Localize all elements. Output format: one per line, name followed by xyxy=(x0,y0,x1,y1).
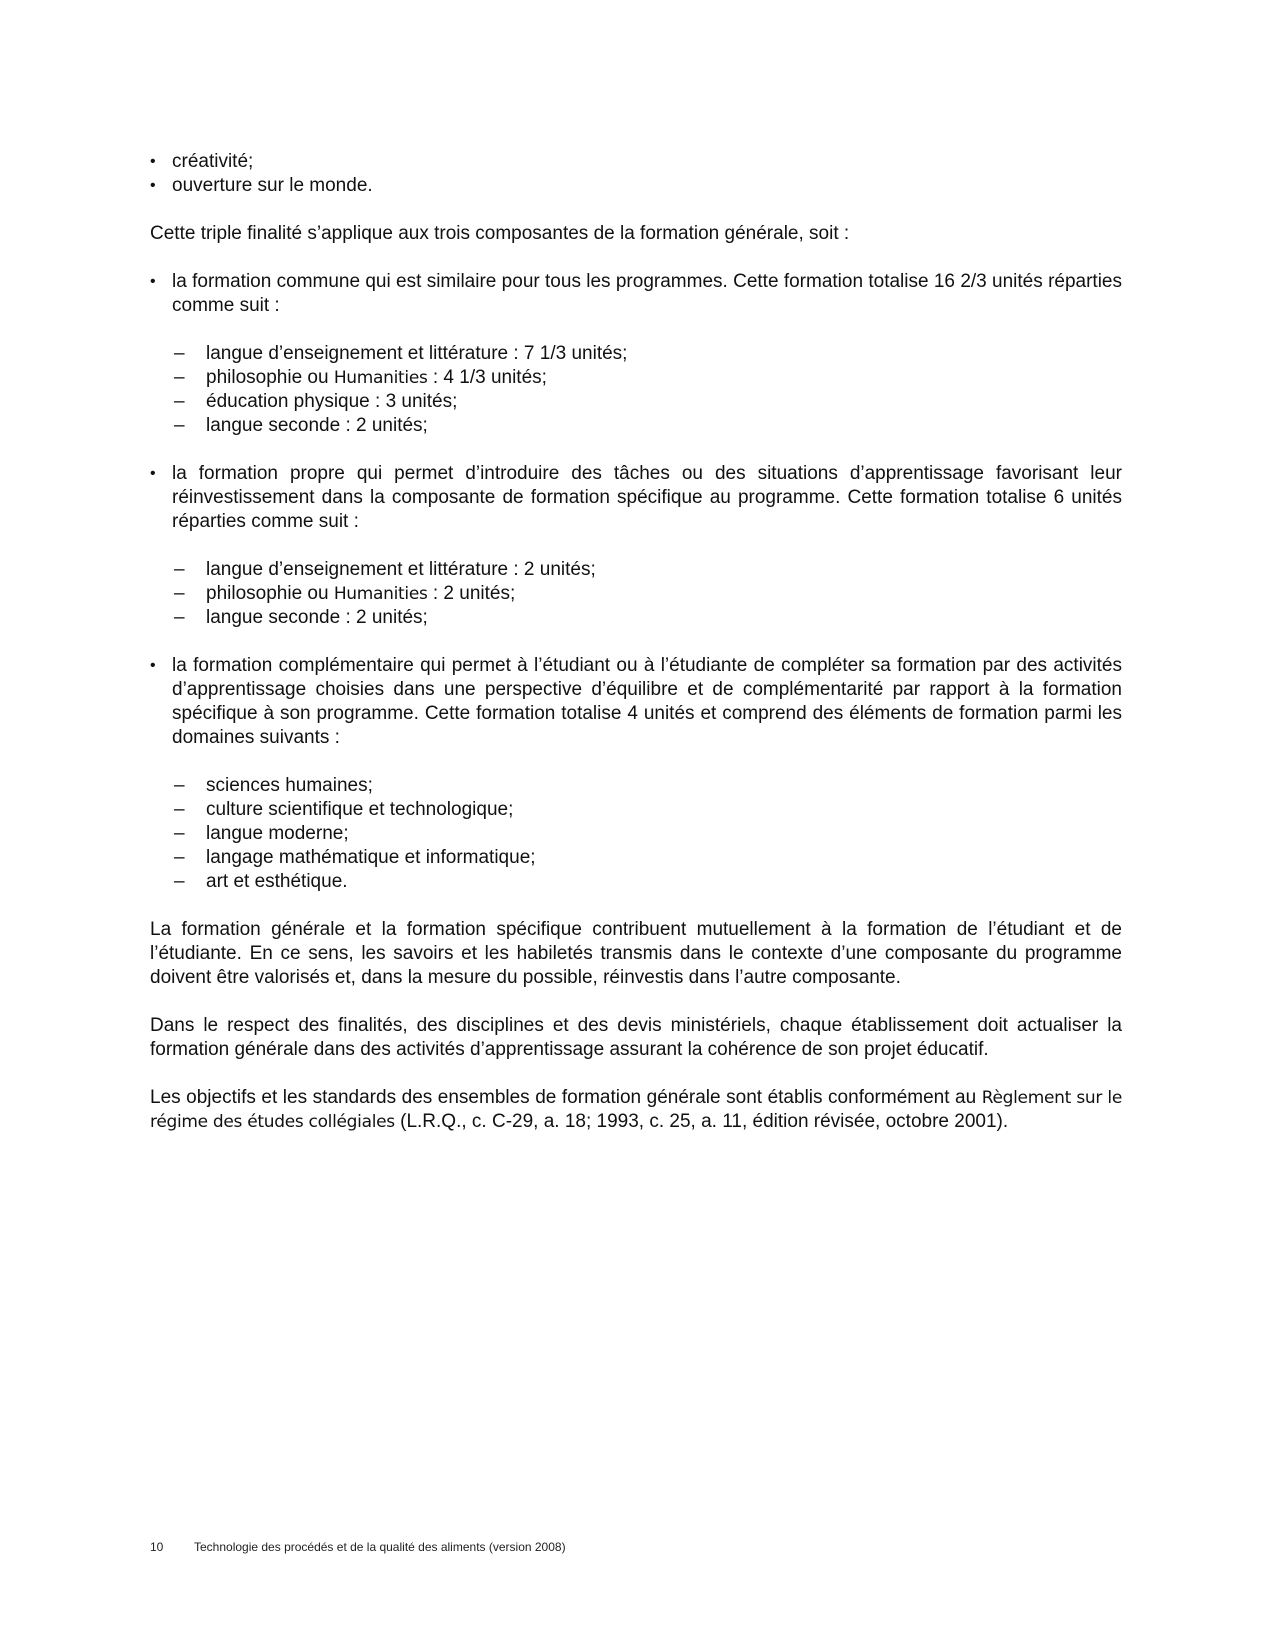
dash-item: – langue moderne; xyxy=(150,822,1122,846)
dash-item: – art et esthétique. xyxy=(150,870,1122,894)
paragraph-objectifs: Les objectifs et les standards des ensembles de formation générale sont établis conformément au Règlement sur le régime des études collégiales (L.R.Q., c. C-29, a. 18; 1993, c. 25, a. 11, édition révisée, octobre 2001). xyxy=(150,1087,1122,1132)
paragraph-contribution: La formation générale et la formation spécifique contribuent mutuellement à la formation de l’étudiant et de l’étudiante. En ce sens, les savoirs et les habiletés transmis dans le contexte d’une composante du programme doivent être valorisés et, dans la mesure du possible, réinvestis dans l’autre composante. xyxy=(150,919,1122,988)
dash-item: – éducation physique : 3 unités; xyxy=(150,390,1122,414)
bullet-item: • créativité; xyxy=(150,150,1122,174)
dash-item: – langue d’enseignement et littérature : 2 unités; xyxy=(150,558,1122,582)
bullet-formation-commune: • la formation commune qui est similaire pour tous les programmes. Cette formation totalise 16 2/3 unités réparties comme suit : xyxy=(150,270,1122,318)
page-number: 10 xyxy=(150,1540,164,1554)
dash-item: – langue seconde : 2 unités; xyxy=(150,606,1122,630)
document-page xyxy=(150,150,1122,1134)
paragraph-intro: Cette triple finalité s’applique aux trois composantes de la formation générale, soit : xyxy=(150,223,850,244)
dash-item: – philosophie ou Humanities : 4 1/3 unités; xyxy=(150,366,1122,390)
bullet-item: • ouverture sur le monde. xyxy=(150,174,1122,198)
dash-item: – culture scientifique et technologique; xyxy=(150,798,1122,822)
dash-item: – langage mathématique et informatique; xyxy=(150,846,1122,870)
dash-item: – langue d’enseignement et littérature : 7 1/3 unités; xyxy=(150,342,1122,366)
dash-item: – langue seconde : 2 unités; xyxy=(150,414,1122,438)
bullet-formation-complementaire: • la formation complémentaire qui permet à l’étudiant ou à l’étudiante de compléter sa formation par des activités d’apprentissage choisies dans une perspective d’équilibre et de complémentarité par rapport à la formation spécifique à son programme. Cette formation totalise 4 unités et comprend des éléments de formation parmi les domaines suivants : xyxy=(150,654,1122,750)
paragraph-respect: Dans le respect des finalités, des disciplines et des devis ministériels, chaque établissement doit actualiser la formation générale dans des activités d’apprentissage assurant la cohérence de son projet éducatif. xyxy=(150,1015,1122,1060)
page-footer xyxy=(150,1540,566,1554)
dash-item: – philosophie ou Humanities : 2 unités; xyxy=(150,582,1122,606)
dash-item: – sciences humaines; xyxy=(150,774,1122,798)
document-title: Technologie des procédés et de la qualité des aliments (version 2008) xyxy=(194,1540,566,1554)
bullet-formation-propre: • la formation propre qui permet d’introduire des tâches ou des situations d’apprentissage favorisant leur réinvestissement dans la composante de formation spécifique au programme. Cette formation totalise 6 unités réparties comme suit : xyxy=(150,462,1122,534)
